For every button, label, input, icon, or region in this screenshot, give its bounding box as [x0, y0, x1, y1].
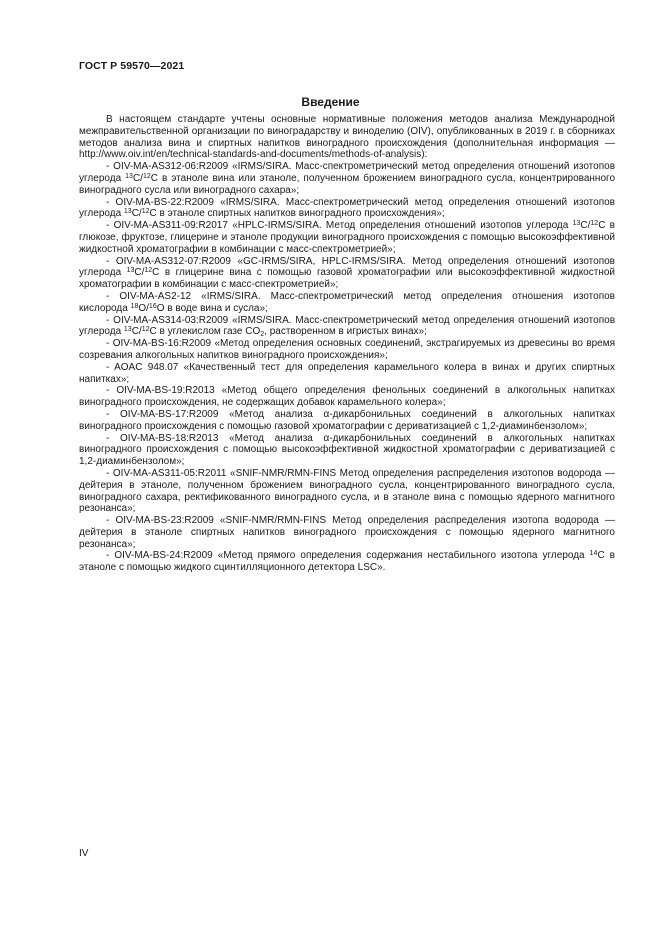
page-number: IV: [79, 848, 89, 859]
list-item: - OIV-MA-BS-17:R2009 «Метод анализа α-дикарбонильных соединений в алкогольных напитках виноградного происхождения с помощью газовой хроматографии с дериватизацией с 1,2-диаминбензолом»;: [79, 408, 615, 432]
list-item: - OIV-MA-BS-18:R2013 «Метод анализа α-дикарбонильных соединений в алкогольных напитках виноградного происхождения с помощью высокоэффективной жидкостной хроматографии с дериватизацией с 1,2-диаминбензолом»;: [79, 432, 615, 468]
document-body: [79, 114, 615, 574]
isotope-mass-number: 13: [123, 326, 132, 334]
list-item: - OIV-MA-BS-19:R2013 «Метод общего определения фенольных соединений в алкогольных напитках виноградного происхождения, не содержащих добавок карамельного колера»;: [79, 385, 615, 409]
list-item: - OIV-MA-BS-24:R2009 «Метод прямого определения содержания нестабильного изотопа углерода $^{14}$C в этаноле с помощью жидкого сцинтилляционного детектора LSC».: [79, 550, 615, 574]
isotope-mass-number: 13: [123, 208, 132, 216]
method-list: [79, 161, 615, 574]
list-item: - OIV-MA-AS2-12 «IRMS/SIRA. Масс-спектрометрический метод определения отношения изотопов кислорода $^{18}$O/$^{16}$O в воде вина и сусла»;: [79, 290, 615, 314]
list-item: - OIV-MA-BS-22:R2009 «IRMS/SIRA. Масс-спектрометрический метод определения отношений изотопов углерода $^{13}$C/$^{12}$C в этаноле спиртных напитков виноградного происхождения»;: [79, 196, 615, 220]
list-item: - OIV-MA-AS312-06:R2009 «IRMS/SIRA. Масс-спектрометрический метод определения отношений изотопов углерода $^{13}$C/$^{12}$C в этаноле вина или этаноле, полученном брожением виноградного сусла, концентрированного виноградного сусла или виноградного сахара»;: [79, 161, 616, 196]
list-item: - OIV-MA-AS314-03:R2009 «IRMS/SIRA. Масс-спектрометрический метод определения отношений изотопов углерода $^{13}$C/$^{12}$C в углекислом газе $CO_2$, растворенном в игристых винах»;: [79, 314, 615, 339]
isotope-mass-number: 16: [148, 302, 157, 310]
isotope-mass-number: 18: [130, 302, 139, 310]
isotope-mass-number: 12: [141, 326, 150, 334]
isotope-mass-number: 12: [590, 220, 599, 228]
isotope-mass-number: 12: [142, 172, 151, 180]
document-code: ГОСТ Р 59570—2021: [79, 60, 185, 72]
isotope-mass-number: 14: [589, 550, 598, 558]
list-item: - OIV-MA-BS-16:R2009 «Метод определения основных соединений, экстрагируемых из древесины во время созревания алкогольных напитков виноградного происхождения»;: [79, 338, 615, 361]
isotope-mass-number: 13: [125, 172, 133, 180]
list-item: - OIV-MA-BS-23:R2009 «SNIF-NMR/RMN-FINS Метод определения распределения изотопа водорода — дейтерия в этаноле спиртных напитков виноградного происхождения с помощью ядерного магнитного резонанса»;: [79, 515, 615, 550]
intro-paragraph: В настоящем стандарте учтены основные нормативные положения методов анализа Международной межправительственной организации по виноградарству и виноделию (OIV), опубликованных в 2019 г. в сборниках методов анализа вина и спиртных напитков виноградного происхождения (дополнительная информация — http://www.oiv.int/en/technical-standards-and-documents/methods-of-analysis):: [79, 114, 615, 161]
isotope-mass-number: 13: [126, 267, 135, 275]
subscript: 2: [260, 331, 265, 339]
isotope-mass-number: 12: [141, 208, 150, 216]
section-title: Введение: [301, 95, 360, 109]
list-item: - OIV-MA-AS312-07:R2009 «GC-IRMS/SIRA, HPLC-IRMS/SIRA. Метод определения отношений изотопов углерода $^{13}$C/$^{12}$C в глицерине вина с помощью газовой хроматографии или высокоэффективной жидкостной хроматографии в комбинации с масс-спектрометрией»;: [79, 255, 615, 291]
list-item: - OIV-MA-AS311-05:R2011 «SNIF-NMR/RMN-FINS Метод определения распределения изотопов водорода — дейтерия в этаноле, полученном брожением виноградного сусла, концентрированного виноградного сусла, виноградного сахара, ректификованного виноградного сусла, и в этаноле вина с помощью ядерного магнитного резонанса»;: [79, 467, 615, 515]
isotope-mass-number: 12: [144, 267, 153, 275]
list-item: - AOAC 948.07 «Качественный тест для определения карамельного колера в винах и других спиртных напитках»;: [79, 361, 615, 385]
list-item: - OIV-MA-AS311-09:R2017 «HPLC-IRMS/SIRA. Метод определения отношений изотопов углерода $^{13}$C/$^{12}$C в глюкозе, фруктозе, глицерине и этаноле продукции виноградного происхождения с помощью высокоэффективной жидкостной хроматографии в комбинации с масс-спектрометрией»;: [79, 220, 615, 255]
isotope-mass-number: 13: [572, 220, 581, 228]
